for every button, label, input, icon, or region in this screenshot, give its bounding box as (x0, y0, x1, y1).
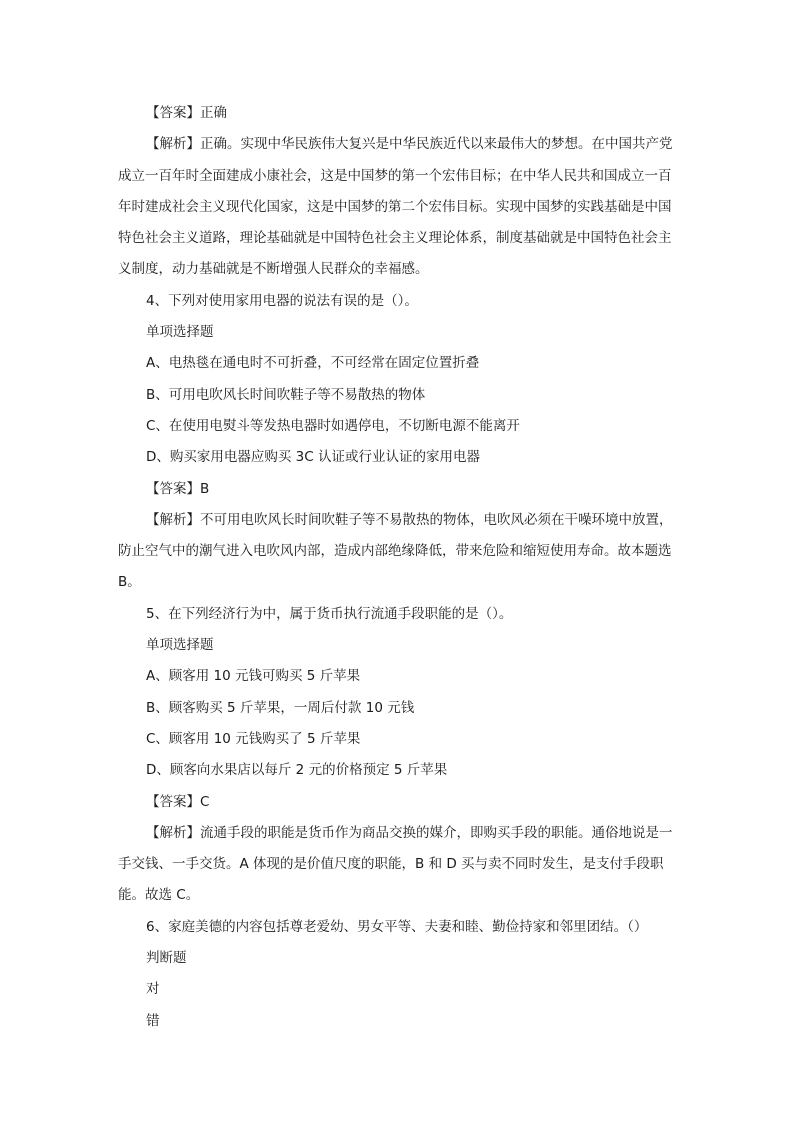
q5-option-c: C、顾客用 10 元钱购买了 5 斤苹果 (146, 730, 361, 747)
document-page (118, 98, 676, 1037)
q5-option-b: B、顾客购买 5 斤苹果，一周后付款 10 元钱 (146, 699, 415, 716)
q6-question: 6、家庭美德的内容包括尊老爱幼、男女平等、夫妻和睦、勤俭持家和邻里团结。（） (146, 918, 648, 935)
q5-option-a: A、顾客用 10 元钱可购买 5 斤苹果 (146, 668, 361, 685)
q6-option-true: 对 (146, 981, 160, 998)
q4-type: 单项选择题 (146, 324, 214, 341)
q5-question: 5、在下列经济行为中，属于货币执行流通手段职能的是（）。 (146, 605, 513, 622)
q4-answer: 【答案】B (146, 480, 210, 497)
q6-type: 判断题 (146, 950, 187, 967)
q4-option-b: B、可用电吹风长时间吹鞋子等不易散热的物体 (146, 386, 426, 403)
q4-analysis: 【解析】不可用电吹风长时间吹鞋子等不易散热的物体，电吹风必须在干噪环境中放置，防止空气中的潮气进入电吹风内部，造成内部绝缘降低，带来危险和缩短使用寿命。故本题选 B。 (118, 511, 676, 591)
q5-analysis: 【解析】流通手段的职能是货币作为商品交换的媒介，即购买手段的职能。通俗地说是一手交钱、一手交货。A 体现的是价值尺度的职能，B 和 D 买与卖不同时发生，是支付手段职能。故选 C。 (118, 824, 673, 904)
q3-answer: 【答案】正确 (146, 105, 227, 121)
q3-analysis: 【解析】正确。实现中华民族伟大复兴是中华民族近代以来最伟大的梦想。在中国共产党成立一百年时全面建成小康社会，这是中国梦的第一个宏伟目标；在中华人民共和国成立一百年时建成社会主义现代化国家，这是中国梦的第二个宏伟目标。实现中国梦的实践基础是中国特色社会主义道路，理论基础就是中国特色社会主义理论体系，制度基础就是中国特色社会主义制度，动力基础就是不断增强人民群众的幸福感。 (118, 136, 673, 278)
q4-option-c: C、在使用电熨斗等发热电器时如遇停电，不切断电源不能离开 (146, 417, 520, 434)
q5-type: 单项选择题 (146, 637, 214, 654)
q5-answer: 【答案】C (146, 793, 210, 810)
q4-option-a: A、电热毯在通电时不可折叠，不可经常在固定位置折叠 (146, 355, 480, 372)
q4-question: 4、下列对使用家用电器的说法有误的是（）。 (146, 292, 418, 309)
q4-option-d: D、购买家用电器应购买 3C 认证或行业认证的家用电器 (146, 449, 480, 466)
q5-option-d: D、顾客向水果店以每斤 2 元的价格预定 5 斤苹果 (146, 762, 448, 779)
q6-option-false: 错 (146, 1012, 160, 1029)
